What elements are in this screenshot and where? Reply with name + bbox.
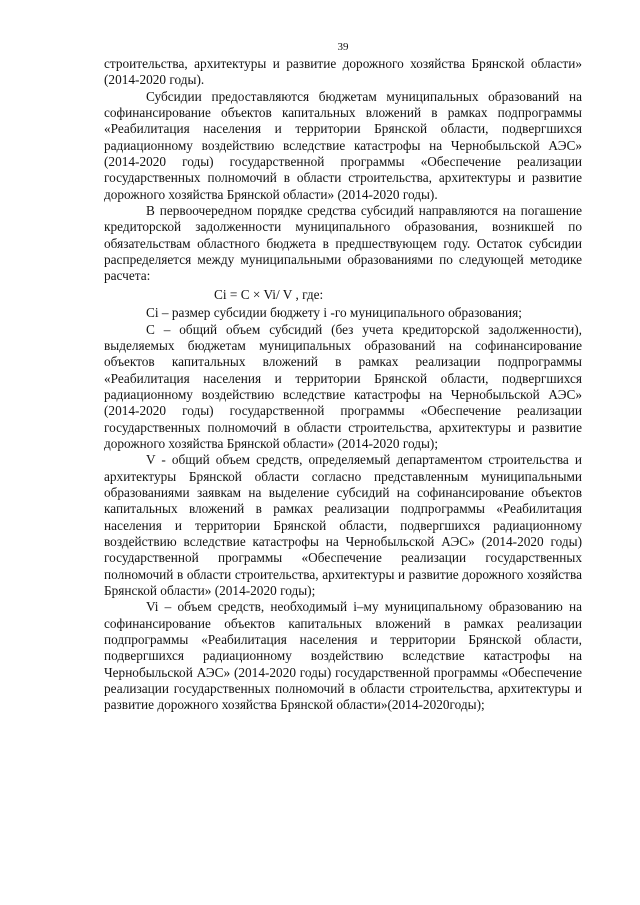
paragraph-priority: В первоочередном порядке средства субсидий направляются на погашение кредиторской задолженности муниципального образования, возникшей по обязательствам областного бюджета в предшествующем году. Остаток субсидии распределяется между муниципальными образованиями по следующей методике расчета: [104, 203, 582, 284]
page-number: 39 [337, 41, 349, 53]
definition-c: С – общий объем субсидий (без учета кредиторской задолженности), выделяемых бюджетам муниципальных образований на софинансирование объектов капитальных вложений в рамках реализации подпрограммы «Реабилитация населения и территории Брянской области, подвергшихся радиационному воздействию вследствие катастрофы на Чернобыльской АЭС» (2014-2020 годы) государственной программы «Обеспечение реализации государственных полномочий в области строительства, архитектуры и развитие дорожного хозяйства Брянской области» (2014-2020 годы); [104, 321, 582, 451]
document-page [104, 40, 582, 714]
heading-continuation: строительства, архитектуры и развитие дорожного хозяйства Брянской области» (2014-2020 годы). [104, 56, 582, 88]
formula: Ci = C × Vi/ V , где: [214, 286, 324, 302]
definition-vi: Vi – объем средств, необходимый i–му муниципальному образованию на софинансирование объектов капитальных вложений в рамках реализации подпрограммы «Реабилитация населения и территории Брянской области, подвергшихся радиационному воздействию вследствие катастрофы на Чернобыльской АЭС» (2014-2020 годы) государственной программы «Обеспечение реализации государственных полномочий в области строительства, архитектуры и развитие дорожного хозяйства Брянской области»(2014-2020годы); [104, 599, 582, 713]
paragraph-subsidies: Субсидии предоставляются бюджетам муниципальных образований на софинансирование объектов капитальных вложений в рамках подпрограммы «Реабилитация населения и территории Брянской области, подвергшихся радиационному воздействию вследствие катастрофы на Чернобыльской АЭС» (2014-2020 годы) государственной программы «Обеспечение реализации государственных полномочий в области строительства, архитектуры и развитие дорожного хозяйства Брянской области» (2014-2020 годы). [104, 88, 582, 202]
definition-ci: Ci – размер субсидии бюджету i -го муниципального образования; [146, 305, 522, 321]
definition-v: V - общий объем средств, определяемый департаментом строительства и архитектуры Брянской области согласно представленным муниципальными образованиями заявкам на выделение субсидий на софинансирование объектов капитальных вложений в рамках реализации подпрограммы «Реабилитация населения и территории Брянской области, подвергшихся радиационному воздействию вследствие катастрофы на Чернобыльской АЭС» (2014-2020 годы) государственной программы «Обеспечение реализации государственных полномочий в области строительства, архитектуры и развитие дорожного хозяйства Брянской области» (2014-2020 годы); [104, 452, 582, 598]
